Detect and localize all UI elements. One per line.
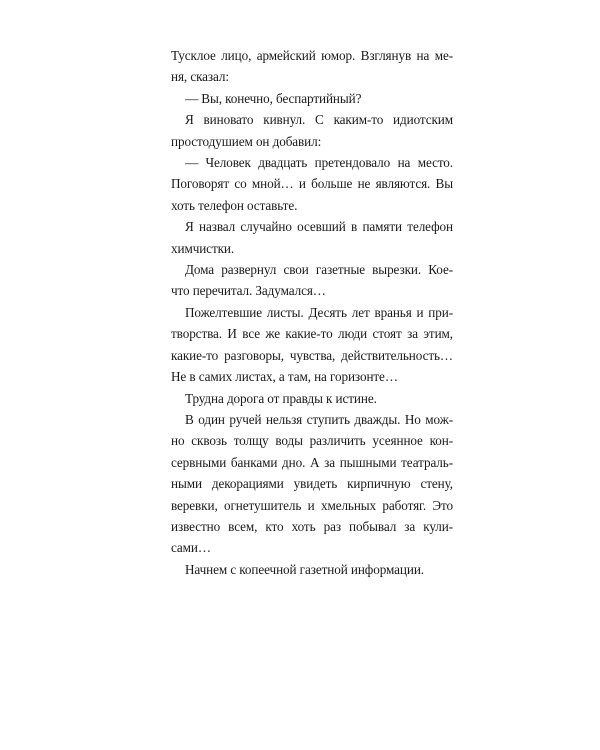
text-line: В один ручей нельзя ступить дважды. Но мож-	[185, 411, 453, 427]
text-line: Не в самих листах, а там, на горизонте…	[171, 369, 398, 385]
text-line: простодушием он добавил:	[171, 133, 322, 149]
text-line: — Человек двадцать претендовало на место.	[185, 155, 453, 171]
text-line: какие-то разговоры, чувства, действительность…	[171, 347, 453, 363]
text-line: Тусклое лицо, армейский юмор. Взглянув на ме-	[171, 48, 453, 63]
text-line: Поговорят со мной… и больше не являются. Вы	[171, 176, 453, 192]
text-line: Я назвал случайно осевший в памяти телефон	[185, 219, 453, 235]
text-line: ня, сказал:	[171, 69, 229, 85]
text-line: Пожелтевшие листы. Десять лет вранья и при-	[185, 304, 453, 320]
text-line: Я виновато кивнул. С каким-то идиотским	[185, 112, 453, 128]
text-line: Трудна дорога от правды к истине.	[185, 390, 377, 406]
text-line: сами…	[171, 540, 211, 556]
body-text	[171, 45, 453, 580]
text-line: но сквозь толщу воды различить усеянное кон-	[171, 433, 453, 449]
text-line: творства. И все же какие-то люди стоят за этим,	[171, 326, 453, 342]
text-line: что перечитал. Задумался…	[171, 283, 326, 299]
text-line: — Вы, конечно, беспартийный?	[185, 90, 362, 106]
text-line: веревки, огнетушитель и хмельных работяг. Это	[171, 497, 453, 513]
text-line: химчистки.	[171, 240, 235, 256]
text-line: сервными банками дно. А за пышными театраль-	[171, 454, 453, 470]
text-line: хоть телефон оставьте.	[171, 197, 298, 213]
text-line: Дома развернул свои газетные вырезки. Кое-	[185, 262, 453, 278]
text-line: Начнем с копеечной газетной информации.	[185, 561, 425, 577]
text-line: известно всем, кто хоть раз побывал за кули-	[171, 518, 453, 534]
text-line: ными декорациями увидеть кирпичную стену,	[171, 476, 453, 492]
